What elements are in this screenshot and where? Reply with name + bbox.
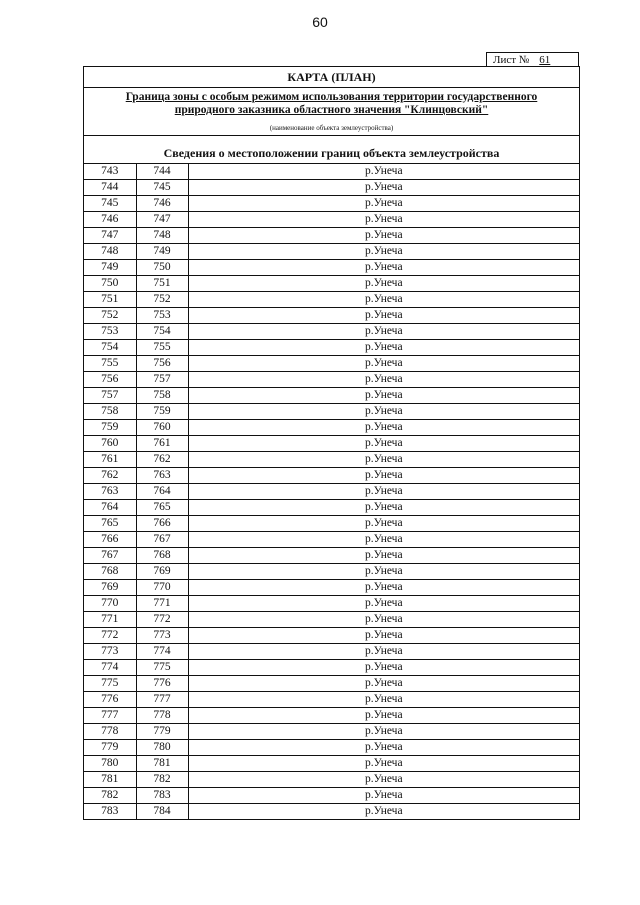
table-row xyxy=(84,484,579,500)
boundary-description-cell: р.Унеча xyxy=(188,164,579,180)
table-row xyxy=(84,804,579,820)
table-row xyxy=(84,708,579,724)
point-to-cell: 751 xyxy=(136,276,188,292)
table-row xyxy=(84,660,579,676)
point-from-cell: 774 xyxy=(84,660,136,676)
table-row xyxy=(84,420,579,436)
boundary-description-cell: р.Унеча xyxy=(188,404,579,420)
point-from-cell: 761 xyxy=(84,452,136,468)
table-row xyxy=(84,596,579,612)
table-row xyxy=(84,212,579,228)
point-from-cell: 783 xyxy=(84,804,136,820)
point-from-cell: 766 xyxy=(84,532,136,548)
object-name xyxy=(84,88,579,120)
table-row xyxy=(84,292,579,308)
boundary-description-cell: р.Унеча xyxy=(188,708,579,724)
boundary-points-table xyxy=(84,164,579,819)
point-from-cell: 779 xyxy=(84,740,136,756)
boundary-description-cell: р.Унеча xyxy=(188,756,579,772)
table-row xyxy=(84,356,579,372)
sheet-label: Лист № xyxy=(493,54,530,66)
boundary-description-cell: р.Унеча xyxy=(188,228,579,244)
sheet-number-box xyxy=(486,52,579,67)
point-to-cell: 779 xyxy=(136,724,188,740)
boundary-description-cell: р.Унеча xyxy=(188,212,579,228)
point-from-cell: 745 xyxy=(84,196,136,212)
point-from-cell: 771 xyxy=(84,612,136,628)
point-from-cell: 776 xyxy=(84,692,136,708)
table-row xyxy=(84,532,579,548)
sheet-number: 61 xyxy=(539,54,551,66)
table-row xyxy=(84,308,579,324)
point-to-cell: 766 xyxy=(136,516,188,532)
point-to-cell: 767 xyxy=(136,532,188,548)
boundary-description-cell: р.Унеча xyxy=(188,244,579,260)
point-to-cell: 778 xyxy=(136,708,188,724)
point-to-cell: 783 xyxy=(136,788,188,804)
point-to-cell: 765 xyxy=(136,500,188,516)
section-title: Сведения о местоположении границ объекта землеустройства xyxy=(84,144,579,164)
object-name-line-2: природного заказника областного значения "Клинцовский" xyxy=(174,104,489,116)
point-from-cell: 762 xyxy=(84,468,136,484)
boundary-description-cell: р.Унеча xyxy=(188,596,579,612)
point-from-cell: 759 xyxy=(84,420,136,436)
table-row xyxy=(84,164,579,180)
table-row xyxy=(84,340,579,356)
object-name-caption: (наименование объекта землеустройства) xyxy=(84,120,579,136)
point-to-cell: 744 xyxy=(136,164,188,180)
point-from-cell: 758 xyxy=(84,404,136,420)
point-to-cell: 769 xyxy=(136,564,188,580)
object-name-line-1: Граница зоны с особым режимом использования территории государственного xyxy=(125,91,538,103)
table-row xyxy=(84,436,579,452)
point-to-cell: 760 xyxy=(136,420,188,436)
boundary-description-cell: р.Унеча xyxy=(188,356,579,372)
point-to-cell: 768 xyxy=(136,548,188,564)
point-to-cell: 771 xyxy=(136,596,188,612)
point-to-cell: 761 xyxy=(136,436,188,452)
table-row xyxy=(84,724,579,740)
point-from-cell: 744 xyxy=(84,180,136,196)
header-spacer xyxy=(84,136,579,144)
point-to-cell: 748 xyxy=(136,228,188,244)
point-from-cell: 749 xyxy=(84,260,136,276)
boundary-description-cell: р.Унеча xyxy=(188,692,579,708)
table-row xyxy=(84,468,579,484)
point-to-cell: 775 xyxy=(136,660,188,676)
point-from-cell: 743 xyxy=(84,164,136,180)
boundary-description-cell: р.Унеча xyxy=(188,452,579,468)
boundary-description-cell: р.Унеча xyxy=(188,308,579,324)
boundary-description-cell: р.Унеча xyxy=(188,804,579,820)
point-to-cell: 752 xyxy=(136,292,188,308)
boundary-description-cell: р.Унеча xyxy=(188,420,579,436)
boundary-description-cell: р.Унеча xyxy=(188,436,579,452)
point-to-cell: 777 xyxy=(136,692,188,708)
point-to-cell: 754 xyxy=(136,324,188,340)
boundary-description-cell: р.Унеча xyxy=(188,500,579,516)
boundary-description-cell: р.Унеча xyxy=(188,516,579,532)
boundary-points-body xyxy=(84,164,579,819)
point-from-cell: 781 xyxy=(84,772,136,788)
point-from-cell: 775 xyxy=(84,676,136,692)
table-row xyxy=(84,772,579,788)
point-from-cell: 750 xyxy=(84,276,136,292)
point-from-cell: 772 xyxy=(84,628,136,644)
table-row xyxy=(84,500,579,516)
point-from-cell: 765 xyxy=(84,516,136,532)
boundary-description-cell: р.Унеча xyxy=(188,388,579,404)
point-to-cell: 747 xyxy=(136,212,188,228)
boundary-description-cell: р.Унеча xyxy=(188,612,579,628)
table-row xyxy=(84,612,579,628)
boundary-description-cell: р.Унеча xyxy=(188,660,579,676)
point-from-cell: 780 xyxy=(84,756,136,772)
table-row xyxy=(84,324,579,340)
boundary-description-cell: р.Унеча xyxy=(188,628,579,644)
boundary-description-cell: р.Унеча xyxy=(188,484,579,500)
table-row xyxy=(84,564,579,580)
boundary-description-cell: р.Унеча xyxy=(188,548,579,564)
table-row xyxy=(84,404,579,420)
point-from-cell: 757 xyxy=(84,388,136,404)
point-to-cell: 772 xyxy=(136,612,188,628)
table-row xyxy=(84,260,579,276)
table-row xyxy=(84,180,579,196)
table-row xyxy=(84,692,579,708)
page-number: 60 xyxy=(312,14,328,30)
boundary-description-cell: р.Унеча xyxy=(188,292,579,308)
point-from-cell: 763 xyxy=(84,484,136,500)
point-to-cell: 746 xyxy=(136,196,188,212)
boundary-description-cell: р.Унеча xyxy=(188,644,579,660)
point-from-cell: 754 xyxy=(84,340,136,356)
point-to-cell: 763 xyxy=(136,468,188,484)
point-from-cell: 760 xyxy=(84,436,136,452)
boundary-description-cell: р.Унеча xyxy=(188,196,579,212)
point-from-cell: 769 xyxy=(84,580,136,596)
point-to-cell: 745 xyxy=(136,180,188,196)
point-to-cell: 784 xyxy=(136,804,188,820)
point-from-cell: 777 xyxy=(84,708,136,724)
boundary-description-cell: р.Унеча xyxy=(188,532,579,548)
boundary-description-cell: р.Унеча xyxy=(188,324,579,340)
point-to-cell: 774 xyxy=(136,644,188,660)
point-to-cell: 770 xyxy=(136,580,188,596)
table-row xyxy=(84,580,579,596)
point-from-cell: 748 xyxy=(84,244,136,260)
point-from-cell: 770 xyxy=(84,596,136,612)
boundary-description-cell: р.Унеча xyxy=(188,724,579,740)
boundary-description-cell: р.Унеча xyxy=(188,372,579,388)
point-from-cell: 756 xyxy=(84,372,136,388)
boundary-description-cell: р.Унеча xyxy=(188,676,579,692)
point-to-cell: 781 xyxy=(136,756,188,772)
table-row xyxy=(84,756,579,772)
boundary-description-cell: р.Унеча xyxy=(188,580,579,596)
boundary-description-cell: р.Унеча xyxy=(188,788,579,804)
table-row xyxy=(84,628,579,644)
table-row xyxy=(84,388,579,404)
table-row xyxy=(84,548,579,564)
table-row xyxy=(84,196,579,212)
boundary-description-cell: р.Унеча xyxy=(188,260,579,276)
point-to-cell: 757 xyxy=(136,372,188,388)
table-row xyxy=(84,788,579,804)
point-to-cell: 749 xyxy=(136,244,188,260)
point-from-cell: 767 xyxy=(84,548,136,564)
table-row xyxy=(84,228,579,244)
point-to-cell: 762 xyxy=(136,452,188,468)
table-row xyxy=(84,372,579,388)
point-from-cell: 768 xyxy=(84,564,136,580)
point-to-cell: 782 xyxy=(136,772,188,788)
point-from-cell: 764 xyxy=(84,500,136,516)
point-to-cell: 753 xyxy=(136,308,188,324)
table-row xyxy=(84,452,579,468)
boundary-description-cell: р.Унеча xyxy=(188,564,579,580)
map-title: КАРТА (ПЛАН) xyxy=(84,67,579,88)
point-from-cell: 753 xyxy=(84,324,136,340)
table-row xyxy=(84,276,579,292)
point-to-cell: 755 xyxy=(136,340,188,356)
table-row xyxy=(84,740,579,756)
document-frame xyxy=(83,66,580,820)
table-row xyxy=(84,644,579,660)
point-from-cell: 773 xyxy=(84,644,136,660)
table-row xyxy=(84,516,579,532)
point-to-cell: 776 xyxy=(136,676,188,692)
boundary-description-cell: р.Унеча xyxy=(188,276,579,292)
point-to-cell: 773 xyxy=(136,628,188,644)
point-from-cell: 752 xyxy=(84,308,136,324)
table-row xyxy=(84,676,579,692)
boundary-description-cell: р.Унеча xyxy=(188,772,579,788)
point-to-cell: 756 xyxy=(136,356,188,372)
point-from-cell: 782 xyxy=(84,788,136,804)
boundary-description-cell: р.Унеча xyxy=(188,180,579,196)
point-to-cell: 750 xyxy=(136,260,188,276)
point-to-cell: 759 xyxy=(136,404,188,420)
point-from-cell: 747 xyxy=(84,228,136,244)
point-from-cell: 755 xyxy=(84,356,136,372)
table-row xyxy=(84,244,579,260)
point-to-cell: 780 xyxy=(136,740,188,756)
boundary-description-cell: р.Унеча xyxy=(188,340,579,356)
boundary-description-cell: р.Унеча xyxy=(188,468,579,484)
point-to-cell: 758 xyxy=(136,388,188,404)
point-from-cell: 778 xyxy=(84,724,136,740)
point-to-cell: 764 xyxy=(136,484,188,500)
boundary-description-cell: р.Унеча xyxy=(188,740,579,756)
point-from-cell: 746 xyxy=(84,212,136,228)
point-from-cell: 751 xyxy=(84,292,136,308)
